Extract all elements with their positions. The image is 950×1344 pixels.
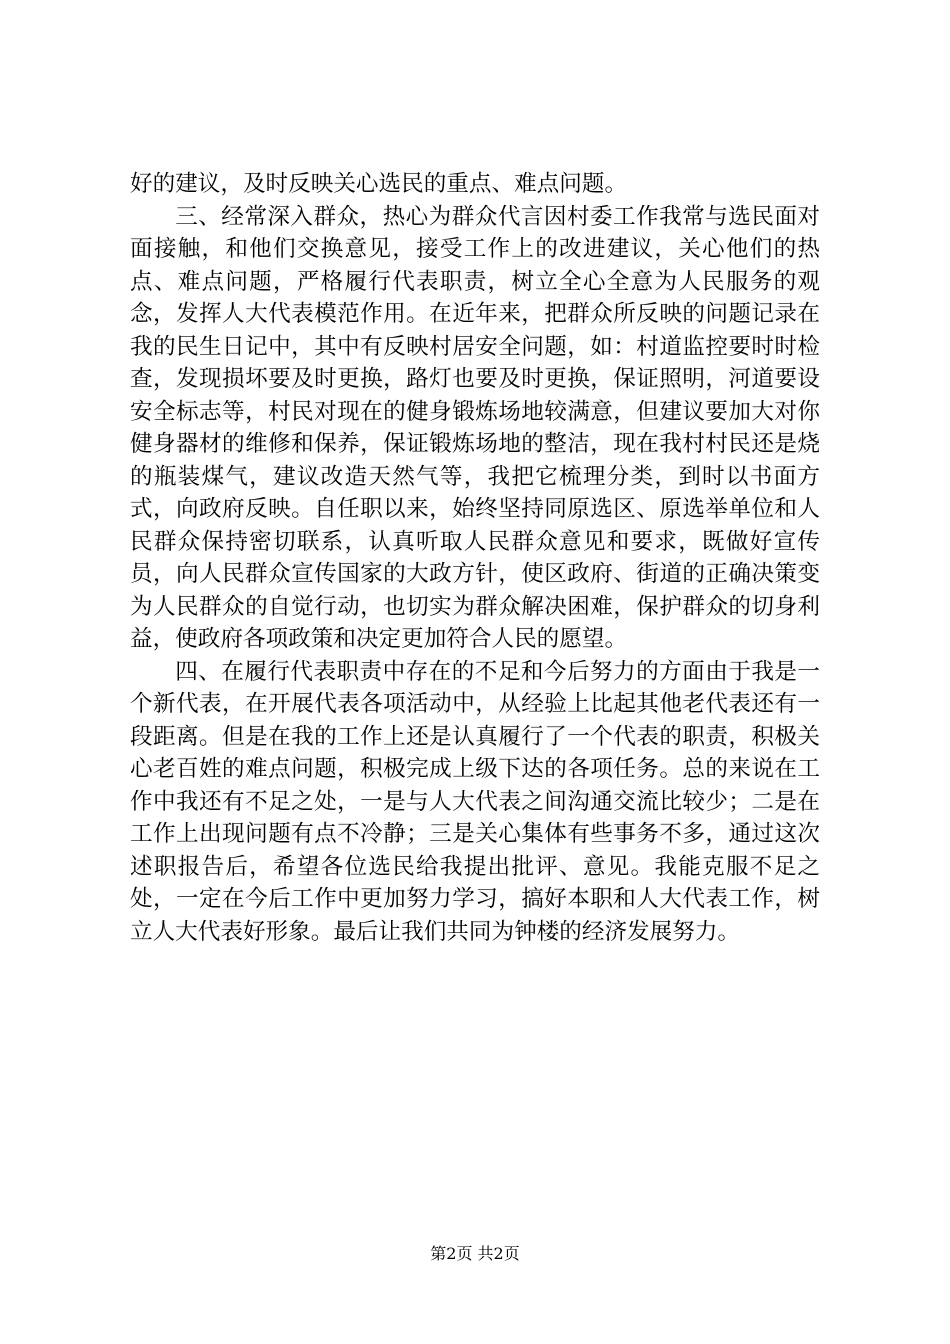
page-footer: 第2页 共2页 bbox=[430, 1244, 520, 1263]
paragraph-section-three: 三、经常深入群众，热心为群众代言因村委工作我常与选民面对面接触，和他们交换意见，接受工作上的改进建议，关心他们的热点、难点问题，严格履行代表职责，树立全心全意为人民服务的观念，发挥人大代表模范作用。在近年来，把群众所反映的问题记录在我的民生日记中，其中有反映村居安全问题，如：村道监控要时时检查，发现损坏要及时更换，路灯也要及时更换，保证照明，河道要设安全标志等，村民对现在的健身锻炼场地较满意，但建议要加大对你健身器材的维修和保养，保证锻炼场地的整洁，现在我村村民还是烧的瓶装煤气，建议改造天然气等，我把它梳理分类，到时以书面方式，向政府反映。自任职以来，始终坚持同原选区、原选举单位和人民群众保持密切联系，认真听取人民群众意见和要求，既做好宣传员，向人民群众宣传国家的大政方针，使区政府、街道的正确决策变为人民群众的自觉行动，也切实为群众解决困难，保护群众的切身利益，使政府各项政策和决定更加符合人民的愿望。 bbox=[130, 203, 820, 652]
paragraph-continuation: 好的建议，及时反映关心选民的重点、难点问题。 bbox=[130, 171, 628, 197]
paragraph-section-four: 四、在履行代表职责中存在的不足和今后努力的方面由于我是一个新代表，在开展代表各项活动中，从经验上比起其他老代表还有一段距离。但是在我的工作上还是认真履行了一个代表的职责，积极关心老百姓的难点问题，积极完成上级下达的各项任务。总的来说在工作中我还有不足之处，一是与人大代表之间沟通交流比较少；二是在工作上出现问题有点不冷静；三是关心集体有些事务不多，通过这次述职报告后，希望各位选民给我提出批评、意见。我能克服不足之处，一定在今后工作中更加努力学习，搞好本职和人大代表工作，树立人大代表好形象。最后让我们共同为钟楼的经济发展努力。 bbox=[130, 658, 820, 945]
document-body bbox=[130, 168, 820, 948]
